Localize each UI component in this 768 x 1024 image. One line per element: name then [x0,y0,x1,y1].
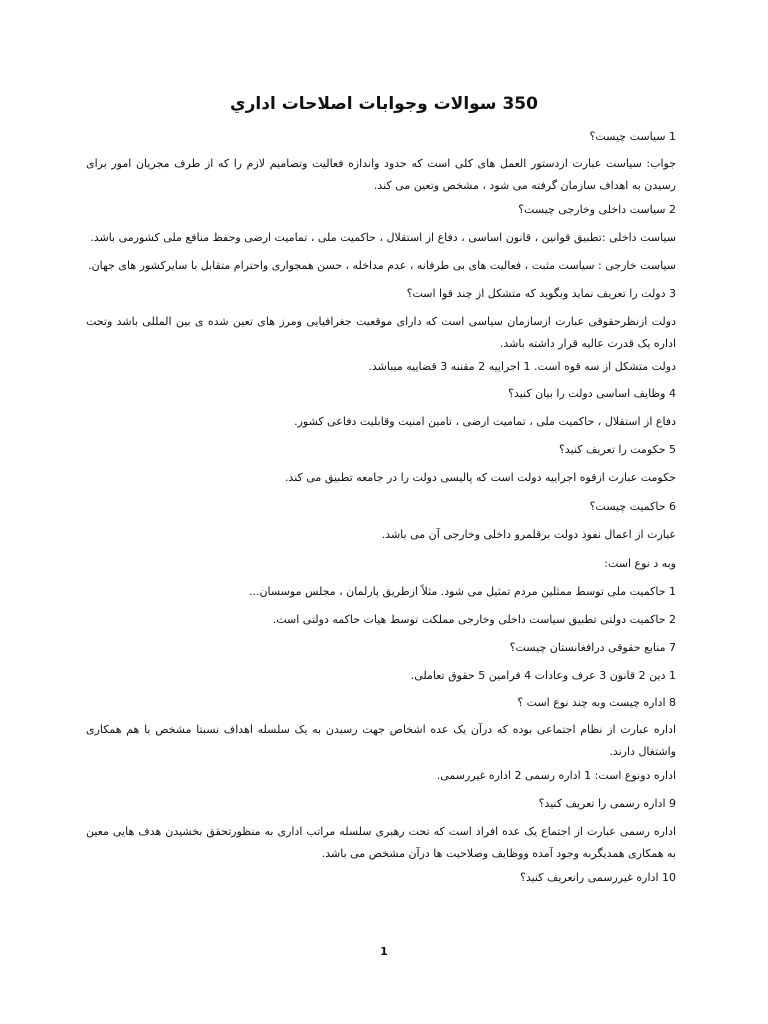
answer-1: جواب: سیاست عبارت ازدستور العمل های کلی است که حدود واندازه فعالیت وتصامیم لازم را که از طرف مجریان امور برای رسیدن به اهداف سازمان گرفته می شود ، مشخص وتعین می کند. [86,157,676,192]
answer-8a: اداره عبارت از نظام اجتماعی بوده که درآن یک عده اشخاص جهت رسیدن به یک سلسله اهداف نسبتا مشخص با هم همکاری واشتغال دارند. [86,723,676,758]
document-title: 350 سوالات وجوابات اصلاحات اداري [230,94,538,114]
answer-8b: اداره دونوع است: 1 اداره رسمی 2 اداره غیررسمی. [436,769,676,782]
question-3: 3 دولت را تعریف نماید وبگوید که متشکل از چند قوا است؟ [406,287,676,300]
answer-2a: سیاست داخلی :تطبیق قوانین ، قانون اساسی ، دفاع از استقلال ، حاکمیت ملی ، تمامیت ارضی وحفظ منافع ملی کشورمی باشد. [90,231,676,244]
answer-9: اداره رسمی عبارت از اجتماع یک عده افراد است که تحت رهبری سلسله مراتب اداری به منظورتحقق بخشیدن هدف هایی معین به همکاری همدیگربه وجود آمده ووظایف وصلاحیت ها درآن مشخص می باشد. [86,825,676,860]
page-number: 1 [380,945,388,958]
answer-5: حکومت عبارت ازقوه اجراییه دولت است که پالیسی دولت را در جامعه تطبیق می کند. [284,471,676,484]
answer-7: 1 دین 2 قانون 3 عرف وعادات 4 فرامین 5 حقوق تعاملی. [410,669,676,682]
question-1: 1 سیاست چیست؟ [589,130,676,143]
question-7: 7 منابع حقوقی درافغانستان چیست؟ [509,641,676,654]
answer-3a: دولت ازنظرحقوقی عبارت ازسازمان سیاسی است که دارای موقعیت جغرافیایی ومرز های تعین شده ی بین المللی باشد وتحت اداره یک قدرت عالیه قرار داشته باشد. [86,315,676,350]
answer-6-item-1: 1 حاکمیت ملی توسط ممثلین مردم تمثیل می شود. مثلاً ازطریق پارلمان ، مجلس موسسان... [248,585,676,598]
question-9: 9 اداره رسمی را تعریف کنید؟ [538,797,676,810]
question-6: 6 حاکمیت چیست؟ [589,500,676,513]
question-10: 10 اداره غیررسمی رانعریف کنید؟ [519,871,676,884]
answer-3b: دولت متشکل از سه قوه است. 1 اجراییه 2 مقننه 3 قضاییه میباشد. [368,360,676,373]
answer-6-types: وبه د نوع است: [604,557,676,570]
answer-6: عبارت از اعمال نفوذ دولت برقلمرو داخلی وخارجی آن می باشد. [381,528,676,541]
question-4: 4 وظایف اساسی دولت را بیان کنید؟ [508,387,676,400]
question-2: 2 سیاست داخلی وخارجی چیست؟ [518,203,676,216]
question-8: 8 اداره چیست وبه چند نوع است ؟ [517,696,676,709]
answer-6-item-2: 2 حاکمیت دولتی تطبیق سیاست داخلی وخارجی مملکت توسط هیات حاکمه دولتی است. [272,613,676,626]
answer-4: دفاع از استقلال ، حاکمیت ملی ، تمامیت ارضی ، تامین امنیت وقابلیت دفاعی کشور. [294,415,676,428]
question-5: 5 حکومت را تعریف کنید؟ [559,443,676,456]
answer-2b: سیاست خارجی : سیاست مثبت ، فعالیت های بی طرفانه ، عدم مداخله ، حسن همجواری واحترام متقابل با سایرکشور های جهان. [88,259,676,272]
